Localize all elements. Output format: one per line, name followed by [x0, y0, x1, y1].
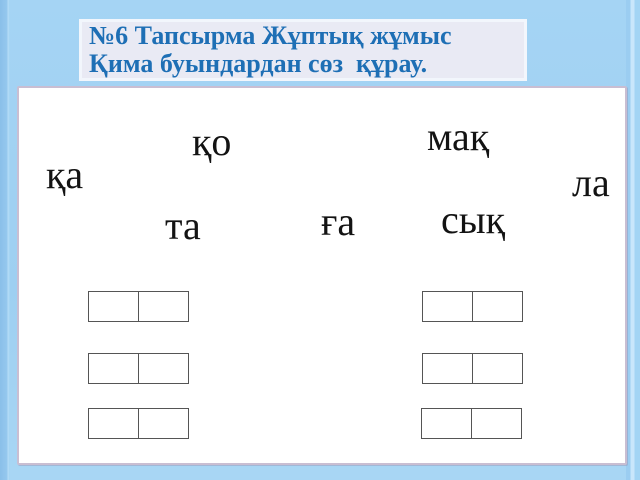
answer-cell[interactable] [138, 353, 189, 384]
answer-slot-right-3[interactable] [421, 408, 522, 439]
answer-slot-right-1[interactable] [422, 291, 523, 322]
answer-slot-left-3[interactable] [88, 408, 189, 439]
background-left-stripe [0, 0, 10, 480]
answer-cell[interactable] [422, 291, 473, 322]
syllable-card-сық[interactable]: сық [441, 197, 506, 242]
answer-slot-left-2[interactable] [88, 353, 189, 384]
syllable-card-мақ[interactable]: мақ [427, 114, 490, 159]
answer-cell[interactable] [138, 291, 189, 322]
answer-cell[interactable] [472, 291, 523, 322]
answer-cell[interactable] [422, 353, 473, 384]
answer-slot-left-1[interactable] [88, 291, 189, 322]
answer-slot-right-2[interactable] [422, 353, 523, 384]
task-header [79, 19, 527, 81]
answer-cell[interactable] [88, 408, 139, 439]
syllable-card-қа[interactable]: қа [46, 152, 84, 197]
answer-cell[interactable] [88, 291, 139, 322]
answer-cell[interactable] [472, 353, 523, 384]
answer-cell[interactable] [471, 408, 522, 439]
task-title-line-2: Қима буындардан сөз құрау. [89, 49, 428, 78]
answer-cell[interactable] [138, 408, 189, 439]
answer-cell[interactable] [421, 408, 472, 439]
background-right-stripe [626, 0, 640, 480]
syllable-card-ла[interactable]: ла [572, 160, 610, 205]
syllable-card-қо[interactable]: қо [192, 119, 232, 164]
answer-cell[interactable] [88, 353, 139, 384]
syllable-card-та[interactable]: та [165, 203, 201, 248]
syllable-card-ға[interactable]: ға [321, 199, 356, 244]
task-title-line-1: №6 Тапсырма Жұптық жұмыс [89, 21, 452, 50]
